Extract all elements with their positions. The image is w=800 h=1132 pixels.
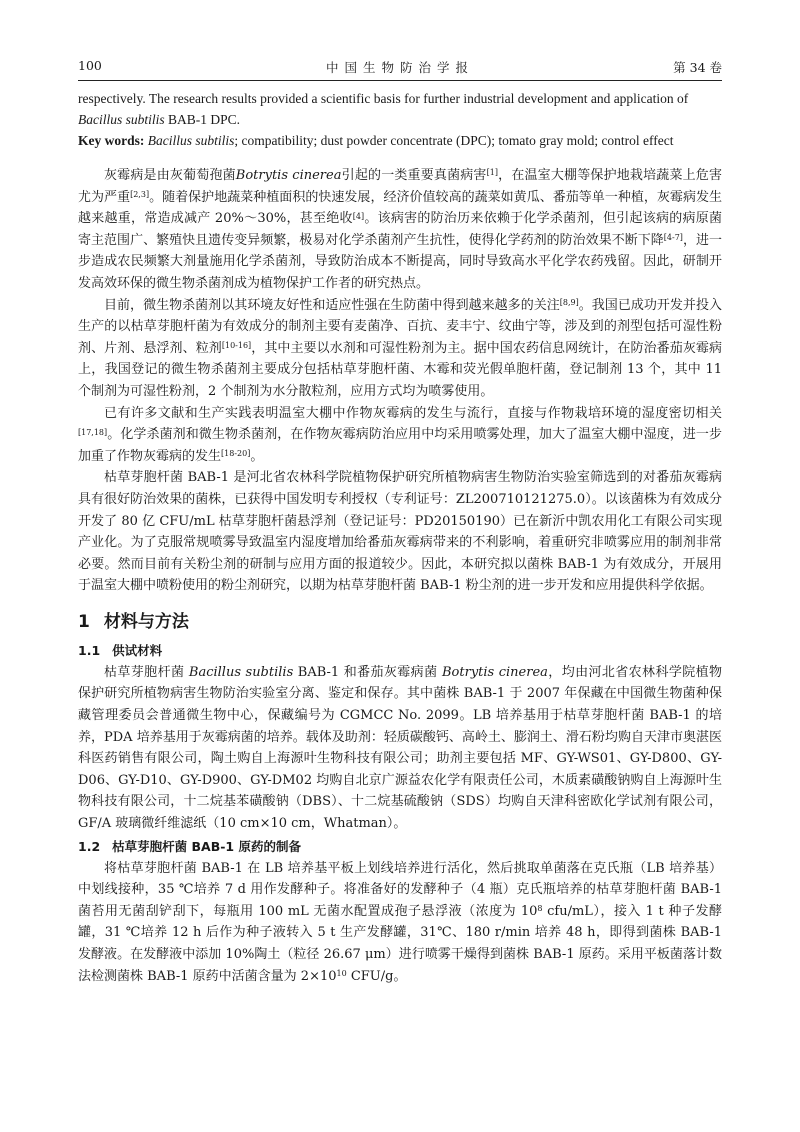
section-heading: 1 材料与方法 <box>78 611 189 632</box>
keywords-label: Key words: <box>78 133 145 148</box>
header-rule <box>78 80 722 81</box>
journal-title: 中国生物防治学报 <box>325 60 474 75</box>
citation[interactable]: [4] <box>352 211 365 221</box>
citation[interactable]: [1] <box>486 168 498 178</box>
citation[interactable]: [8,9] <box>559 297 579 307</box>
intro-paragraph-3: 已有许多文献和生产实践表明温室大棚中作物灰霉病的发生与流行，直接与作物栽培环境的湿度密切相关[17,18]。化学杀菌剂和微生物杀菌剂，在作物灰霉病防治应用中均采用喷雾处理，加大了温室大棚中湿度，进一步加重了作物灰霉病的发生[18-20]。 <box>78 405 722 464</box>
citation[interactable]: [4-7] <box>663 233 683 243</box>
keywords: Key words: Bacillus subtilis; compatibility; dust powder concentrate (DPC); tomato gray mold; control effect <box>78 133 674 148</box>
page-number: 100 <box>78 58 102 73</box>
abstract-tail: respectively. The research results provided a scientific basis for further industrial development and application of Bacillus subtilis BAB-1 DPC. <box>78 91 689 127</box>
intro-paragraph-1: 灰霉病是由灰葡萄孢菌Botrytis cinerea引起的一类重要真菌病害[1]，在温室大棚等保护地栽培蔬菜上危害尤为严重[2,3]。随着保护地蔬菜种植面积的快速发展，经济价值较高的蔬菜如黄瓜、番茄等单一种植，灰霉病发生越来越重，常造成减产 20%～30%，甚至绝收[4]。该病害的防治历来依赖于化学杀菌剂，但引起该病的病原菌寄主范围广、繁殖快且遗传变异频繁，极易对化学杀菌剂产生抗性，使得化学药剂的防治效果不断下降[4-7]，进一步造成农民频繁大剂量施用化学杀菌剂，导致防治成本不断提高，同时导致高水平化学农药残留。因此，研制开发高效环保的微生物杀菌剂成为植物保护工作者的研究热点。 <box>78 168 722 291</box>
subsection-heading: 1.1 供试材料 <box>78 642 163 658</box>
running-header <box>78 56 722 78</box>
citation[interactable]: [2,3] <box>130 190 150 199</box>
preparation-paragraph: 将枯草芽胞杆菌 BAB-1 在 LB 培养基平板上划线培养进行活化，然后挑取单菌落在克氏瓶（LB 培养基）中划线接种，35 ℃培养 7 d 用作发酵种子。将准备好的发酵种子（4 瓶）克氏瓶培养的枯草芽胞杆菌 BAB-1 菌苔用无菌刮铲刮下，每瓶用 100 mL 无菌水配置成孢子悬浮液（浓度为 $10^8$ cfu/mL），接入 1 t 种子发酵罐，31 ℃培养 12 h 后作为种子液转入 5 t 生产发酵罐，31℃、180 r/min 培养 48 h，即得到菌株 BAB-1 发酵液。在发酵液中添加 10%陶土（粒径 26.67 μm）进行喷雾干燥得到菌株 BAB-1 原药。采用平板菌落计数法检测菌株 BAB-1 原药中活菌含量为 $2\times 10^{10}$ CFU/g。 <box>78 860 722 984</box>
subsection-heading: 1.2 枯草芽胞杆菌 BAB-1 原药的制备 <box>78 838 301 854</box>
volume-label: 第 34 卷 <box>673 60 722 75</box>
citation[interactable]: [17,18] <box>78 427 108 437</box>
citation[interactable]: [18-20] <box>221 449 251 459</box>
intro-paragraph-4: 枯草芽胞杆菌 BAB-1 是河北省农林科学院植物保护研究所植物病害生物防治实验室筛选到的对番茄灰霉病具有很好防治效果的菌株，已获得中国发明专利授权（专利证号：ZL200710121275.0）。以该菌株为有效成分开发了 80 亿 CFU/mL 枯草芽胞杆菌悬浮剂（登记证号：PD20150190）已在新沂中凯农用化工有限公司实现产业化。为了克服常规喷雾导致温室内湿度增加给番茄灰霉病带来的不利影响，着重研究非喷雾应用的制剂非常必要。然而目前有关粉尘剂的研制与应用方面的报道较少。因此，本研究拟以菌株 BAB-1 为有效成分，开展用于温室大棚中喷粉使用的粉尘剂研究，以期为枯草芽胞杆菌 BAB-1 粉尘剂的进一步开发和应用提供科学依据。 <box>78 470 722 594</box>
body-text <box>78 88 722 987</box>
citation[interactable]: [10-16] <box>221 341 252 351</box>
materials-paragraph: 枯草芽胞杆菌 Bacillus subtilis BAB-1 和番茄灰霉病菌 Botrytis cinerea，均由河北省农林科学院植物保护研究所植物病害生物防治实验室分离、鉴定和保存。其中菌株 BAB-1 于 2007 年保藏在中国微生物菌种保藏管理委员会普通微生物中心，保藏编号为 CGMCC No. 2099。LB 培养基用于枯草芽胞杆菌 BAB-1 的培养，PDA 培养基用于灰霉病菌的培养。载体及助剂：轻质碳酸钙、高岭土、膨润土、滑石粉均购自天津市奥湛医科医药销售有限公司，陶土购自上海源叶生物科技有限公司；助剂主要包括 MF、GY-WS01、GY-D800、GY-D06、GY-D10、GY-D900、GY-DM02 均购自北京广源益农化学有限责任公司，木质素磺酸钠购自上海源叶生物科技有限公司，十二烷基苯磺酸钠（DBS）、十二烷基硫酸钠（SDS）均购自天津科密欧化学试剂有限公司，GF/A 玻璃微纤维滤纸（10 cm×10 cm，Whatman）。 <box>78 664 723 832</box>
intro-paragraph-2: 目前，微生物杀菌剂以其环境友好性和适应性强在生防菌中得到越来越多的关注[8,9]。我国已成功开发并投入生产的以枯草芽胞杆菌为有效成分的制剂主要有麦菌净、百抗、麦丰宁、纹曲宁等，涉及到的剂型包括可湿性粉剂、片剂、悬浮剂、粒剂[10-16]，其中主要以水剂和可湿性粉剂为主。据中国农药信息网统计，在防治番茄灰霉病上，我国登记的微生物杀菌剂主要成分包括枯草芽胞杆菌、木霉和荧光假单胞杆菌，登记制剂 13 个，其中 11 个制剂为可湿性粉剂，2 个制剂为水分散粒剂，应用方式均为喷雾使用。 <box>78 297 722 399</box>
